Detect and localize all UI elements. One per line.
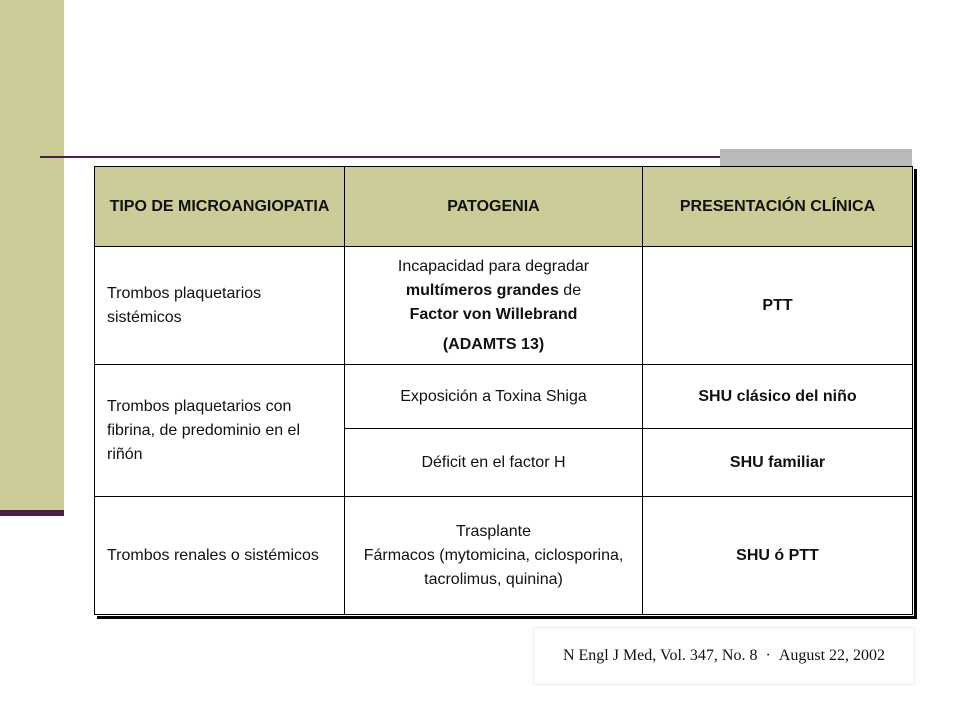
table-header-row: [95, 167, 913, 247]
cell-patogenia-3: [345, 497, 643, 615]
header-tipo: TIPO DE MICROANGIOPATIA: [95, 167, 345, 247]
patogenia-3-line2: Fármacos (mytomicina, ciclosporina, tacrolimus, quinina): [363, 546, 624, 588]
cell-tipo-3: Trombos renales o sistémicos: [95, 497, 345, 615]
cell-patogenia-1: [345, 247, 643, 365]
cell-patogenia-2a: Exposición a Toxina Shiga: [345, 365, 643, 429]
cell-presentacion-2b: SHU familiar: [643, 429, 913, 497]
header-patogenia: PATOGENIA: [345, 167, 643, 247]
microangiopathy-table-wrap: [94, 166, 914, 616]
cell-tipo-2: Trombos plaquetarios con fibrina, de predominio en el riñón: [95, 365, 345, 497]
patogenia-1-text: Incapacidad para degradar: [397, 257, 590, 275]
table-row: [95, 247, 913, 365]
cell-patogenia-2b: Déficit en el factor H: [345, 429, 643, 497]
cell-presentacion-3: SHU ó PTT: [643, 497, 913, 615]
table-row: [95, 497, 913, 615]
table-row: [95, 365, 913, 429]
cell-presentacion-1: PTT: [643, 247, 913, 365]
patogenia-1-bold-adamts: (ADAMTS 13): [442, 335, 545, 353]
patogenia-1-bold-multimeros: multímeros grandes: [405, 281, 559, 299]
cell-tipo-1: Trombos plaquetarios sistémicos: [95, 247, 345, 365]
patogenia-1-bold-factor: Factor von Willebrand: [409, 305, 578, 323]
citation-journal: N Engl J Med, Vol. 347, No. 8: [562, 647, 758, 664]
left-accent-bar: [0, 0, 64, 512]
citation-date: August 22, 2002: [778, 647, 886, 664]
microangiopathy-table: [94, 166, 913, 615]
left-accent-line: [0, 510, 64, 516]
citation-separator: ·: [765, 647, 771, 664]
header-presentacion: PRESENTACIÓN CLÍNICA: [643, 167, 913, 247]
cell-presentacion-2a: SHU clásico del niño: [643, 365, 913, 429]
patogenia-3-line1: Trasplante: [456, 522, 531, 540]
top-rule: [40, 156, 720, 158]
patogenia-1-de: de: [558, 281, 582, 299]
gray-accent-block: [720, 149, 912, 167]
citation-reference: [533, 627, 915, 685]
